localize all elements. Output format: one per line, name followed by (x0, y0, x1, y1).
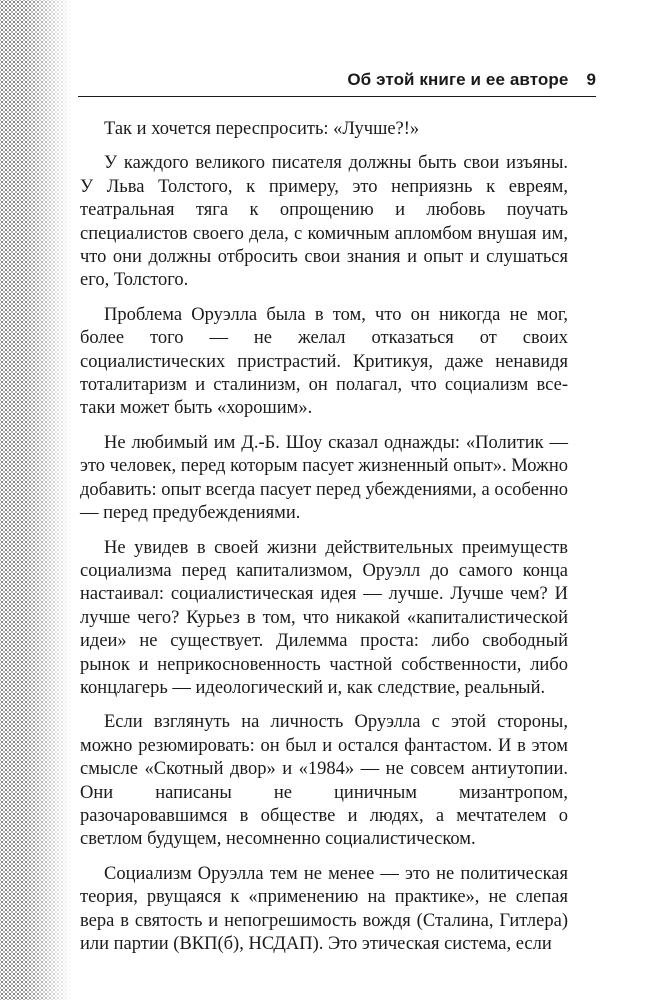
paragraph: Если взглянуть на личность Оруэлла с этой стороны, можно резюмировать: он был и остался фантастом. И в этом смысле «Скотный двор» и «1984» — не совсем антиутопии. Они написаны не циничным мизантропом, разочаровавшимся в обществе и людях, а мечтателем о светлом будущем, несомненно социалистическом. (80, 712, 568, 850)
chapter-title: Об этой книге и ее авторе (347, 70, 569, 89)
running-header (78, 70, 596, 97)
paragraph: Не увидев в своей жизни действительных преимуществ социализма перед капитализмом, Оруэлл до самого конца настаивал: социалистическая идея — лучше. Лучше чем? И лучше чего? Курьез в том, что никакой «капиталистической идеи» не существует. Дилемма проста: либо свободный рынок и неприкосновенность частной собственности, либо концлагерь — идеологический и, как следствие, реальный. (80, 537, 568, 698)
paragraph: Проблема Оруэлла была в том, что он никогда не мог, более того — не желал отказаться от своих социалистических пристрастий. Критикуя, даже ненавидя тоталитаризм и сталинизм, он полагал, что социализм все-таки может быть «хорошим». (80, 304, 568, 419)
paragraph: Не любимый им Д.-Б. Шоу сказал однажды: «Политик — это человек, перед которым пасует жизненный опыт». Можно добавить: опыт всегда пасует перед убеждениями, а особенно — перед предубеждениями. (80, 432, 568, 524)
body-text (80, 118, 568, 967)
page-edge-shading (0, 0, 72, 1000)
page-number: 9 (586, 70, 596, 89)
paragraph: Социализм Оруэлла тем не менее — это не политическая теория, рвущаяся к «применению на практике», не слепая вера в святость и непогрешимость вождя (Сталина, Гитлера) или партии (ВКП(б), НСДАП). Это этическая система, если (80, 863, 568, 954)
paragraph: У каждого великого писателя должны быть свои изъяны. У Льва Толстого, к примеру, это неприязнь к евреям, театральная тяга к опрощению и любовь поучать специалистов своего дела, с комичным апломбом внушая им, что они должны отбросить свои знания и опыт и слушаться его, Толстого. (80, 153, 568, 291)
paragraph: Так и хочется переспросить: «Лучше?!» (104, 119, 420, 139)
